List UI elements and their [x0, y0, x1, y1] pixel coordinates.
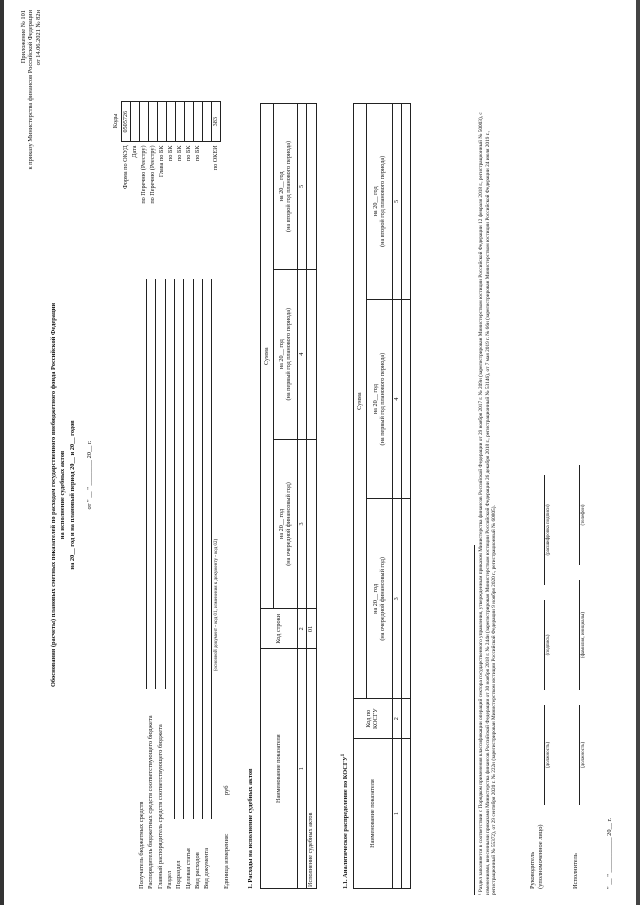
- s11-row-v2[interactable]: [402, 299, 411, 499]
- s1-num-3: 3: [298, 439, 307, 609]
- sign-executor-label: Исполнитель: [572, 853, 579, 889]
- title-line3: на 20__ год и на плановый период 20__ и 20__ годов: [68, 420, 76, 570]
- s11-row-code[interactable]: [402, 699, 411, 739]
- s1-year1: на 20__ год (на очередной финансовый год): [274, 439, 298, 609]
- codes-row-label: Глава по БК: [157, 145, 165, 178]
- scan-edge-bottom: [636, 0, 640, 905]
- s11-year1: на 20__ год (на очередной финансовый год): [367, 499, 393, 699]
- section1-title: 1. Расходы на исполнение судебных актов: [247, 768, 254, 889]
- s11-col-code: Код по КОСГУ: [354, 699, 393, 739]
- codes-row-label: по ОКЕИ: [211, 145, 219, 171]
- header-field-label: Раздел: [165, 870, 173, 889]
- title-date: от " __ " ________ 20__ г.: [86, 440, 93, 510]
- codes-grid: [121, 101, 221, 265]
- section1-table: [260, 103, 317, 889]
- s1-num-1: 1: [298, 649, 307, 889]
- codes-row: [131, 102, 140, 266]
- appendix-line2: к приказу Министерства финансов Российской Федерации: [27, 10, 35, 170]
- s11-num-1: 1: [393, 739, 402, 889]
- s1-num-5: 5: [298, 104, 307, 270]
- s1-num-4: 4: [298, 269, 307, 439]
- sign-head-label2: (уполномоченное лицо): [537, 824, 544, 889]
- sign-head-position-caption: (должность): [546, 741, 551, 769]
- codes-row-value[interactable]: [149, 102, 158, 142]
- sign-head-decoding-caption: (расшифровка подписи): [546, 504, 551, 556]
- s11-num-2: 2: [393, 699, 402, 739]
- header-field-line[interactable]: [146, 279, 147, 689]
- sign-head-signature-caption: (подпись): [546, 634, 551, 656]
- codes-row-value[interactable]: [203, 102, 212, 142]
- codes-table: [121, 101, 221, 265]
- header-field-label: Вид расходов: [193, 852, 201, 889]
- sign-date: " __ " ___________ 20__ г.: [606, 817, 613, 889]
- codes-row-label: Дата: [130, 145, 138, 158]
- sign-exec-fio-line[interactable]: [579, 580, 580, 690]
- s11-row: [402, 104, 411, 889]
- s11-year3: на 20__ год (на второй год планового периода): [367, 104, 393, 300]
- codes-row: [140, 102, 149, 266]
- s1-year2: на 20__ год (на первый год планового периода): [274, 269, 298, 439]
- codes-row: [185, 102, 194, 266]
- s1-year3: на 20__ год (на второй год планового периода): [274, 104, 298, 270]
- codes-row: [194, 102, 203, 266]
- s1-row-v1[interactable]: [307, 439, 317, 609]
- sign-exec-position-line[interactable]: [579, 705, 580, 805]
- sign-head-decoding-line[interactable]: [544, 475, 545, 585]
- section11-table: [353, 103, 411, 889]
- title-line1: Обоснования (расчеты) плановых сметных показателей по расходам государственного внебюджетного фонда Российской Федерации: [50, 302, 57, 688]
- codes-row-value[interactable]: 0505726: [122, 102, 131, 142]
- header-fields: [138, 269, 238, 889]
- s11-row-name[interactable]: [402, 739, 411, 889]
- title-line2: на исполнение судебных актов: [59, 450, 67, 540]
- codes-header: Коды: [112, 113, 119, 129]
- codes-row-label: по БК: [166, 145, 174, 162]
- s1-row-v3[interactable]: [307, 104, 317, 270]
- sign-exec-fio-caption: (фамилия, инициалы): [581, 611, 586, 659]
- section11-title: 1.1. Аналитическое распределение по КОСГУ$^1$: [340, 753, 350, 889]
- appendix-block: [20, 10, 42, 330]
- sign-exec-phone-caption: (телефон): [581, 504, 586, 526]
- codes-row: [176, 102, 185, 266]
- codes-row: [167, 102, 176, 266]
- doc-type-note: (основной документ - код 01, изменения к документу - код 02): [214, 538, 219, 672]
- codes-row: [158, 102, 167, 266]
- s1-row-label: Исполнение судебных актов: [307, 649, 317, 889]
- sign-head-label1: Руководитель: [529, 851, 536, 889]
- title-block: [50, 155, 76, 835]
- s1-col-name: Наименование показателя: [261, 649, 298, 889]
- codes-row-label: [203, 142, 212, 265]
- codes-row: [122, 102, 131, 266]
- codes-row-label: по Перечню (Реестру): [148, 145, 156, 204]
- sign-head-position-line[interactable]: [544, 705, 545, 805]
- s11-row-v3[interactable]: [402, 104, 411, 300]
- codes-row-value[interactable]: [194, 102, 203, 142]
- unit-label: Единица измерения:: [223, 833, 230, 889]
- scan-edge-top: [0, 0, 4, 905]
- header-field-line[interactable]: [165, 279, 166, 689]
- sign-head-signature-line[interactable]: [544, 600, 545, 690]
- header-field-line[interactable]: [211, 279, 212, 819]
- codes-row-value[interactable]: [185, 102, 194, 142]
- s1-col-sum: Сумма: [261, 104, 274, 609]
- footnote-text: ¹ Раздел заполняется в соответствии с Порядком применения классификации операций сектора государственного управления, утвержденным приказом Министерства финансов Российской Федерации от 29 ноября 2017 г. № 209н (зарегистрирован Министерством юстиции Российской Федерации 12 февраля 2018 г., регистрационный № 50003), с изменениями, внесенными приказами Министерства финансов Российской Федерации от 30 ноября 2018 г. № 244н (зарегистрирован Министерством юстиции Российской Федерации 26 декабря 2018 г., регистрационный № 53146), от 7 мая 2019 г. № 66н (зарегистрирован Министерством юстиции Российской Федерации 24 июля 2019 г., регистрационный № 55372), от 29 сентября 2020 г. № 222н (зарегистрирован Министерством юстиции Российской Федерации 9 ноября 2020 г., регистрационный № 60805).: [478, 112, 498, 895]
- codes-row-label: по Перечню (Реестру): [139, 145, 147, 204]
- s11-year2: на 20__ год (на первый год планового периода): [367, 299, 393, 499]
- header-field-label: Распорядитель бюджетных средств соответствующего бюджета: [147, 715, 155, 889]
- codes-row-value[interactable]: [158, 102, 167, 142]
- footnote-mark: 1: [340, 753, 346, 757]
- codes-row: [212, 102, 221, 266]
- appendix-line3: от 14.06.2021 № 82н: [34, 10, 42, 66]
- s11-row-v1[interactable]: [402, 499, 411, 699]
- footnote-rule: [474, 545, 475, 895]
- codes-row-value[interactable]: [131, 102, 140, 142]
- codes-row: [149, 102, 158, 266]
- codes-row-value[interactable]: [140, 102, 149, 142]
- header-field-label: Получатель бюджетных средств: [138, 801, 145, 889]
- codes-row-value[interactable]: [176, 102, 185, 142]
- sign-exec-phone-line[interactable]: [579, 465, 580, 565]
- s1-col-code: Код строки: [261, 609, 298, 649]
- codes-row-label: по БК: [175, 145, 183, 162]
- s1-row: [307, 104, 317, 889]
- codes-row-label: по БК: [184, 145, 192, 162]
- unit-value: руб: [223, 785, 230, 795]
- s11-col-sum: Сумма: [354, 104, 367, 699]
- header-field-label: Главный распорядитель средств соответствующего бюджета: [156, 724, 164, 889]
- s1-row-v2[interactable]: [307, 269, 317, 439]
- header-field-label: Подраздел: [175, 860, 183, 889]
- s11-num-5: 5: [393, 104, 402, 300]
- s11-num-3: 3: [393, 499, 402, 699]
- s1-num-2: 2: [298, 609, 307, 649]
- codes-row-label: Форма по ОКУД: [121, 145, 129, 189]
- codes-row-value[interactable]: [167, 102, 176, 142]
- sign-exec-position-caption: (должность): [581, 741, 586, 769]
- codes-row-value[interactable]: 383: [212, 102, 221, 142]
- appendix-line1: Приложение № 101: [20, 10, 27, 64]
- s1-row-code: 01: [307, 609, 317, 649]
- codes-row-label: по БК: [193, 145, 201, 162]
- s11-num-4: 4: [393, 299, 402, 499]
- header-field-label: Целевая статья: [184, 848, 192, 889]
- s11-col-name: Наименование показателя: [354, 739, 393, 889]
- header-field-line[interactable]: [155, 279, 156, 689]
- header-field-label: Вид документа: [203, 847, 211, 889]
- codes-row: [203, 102, 212, 266]
